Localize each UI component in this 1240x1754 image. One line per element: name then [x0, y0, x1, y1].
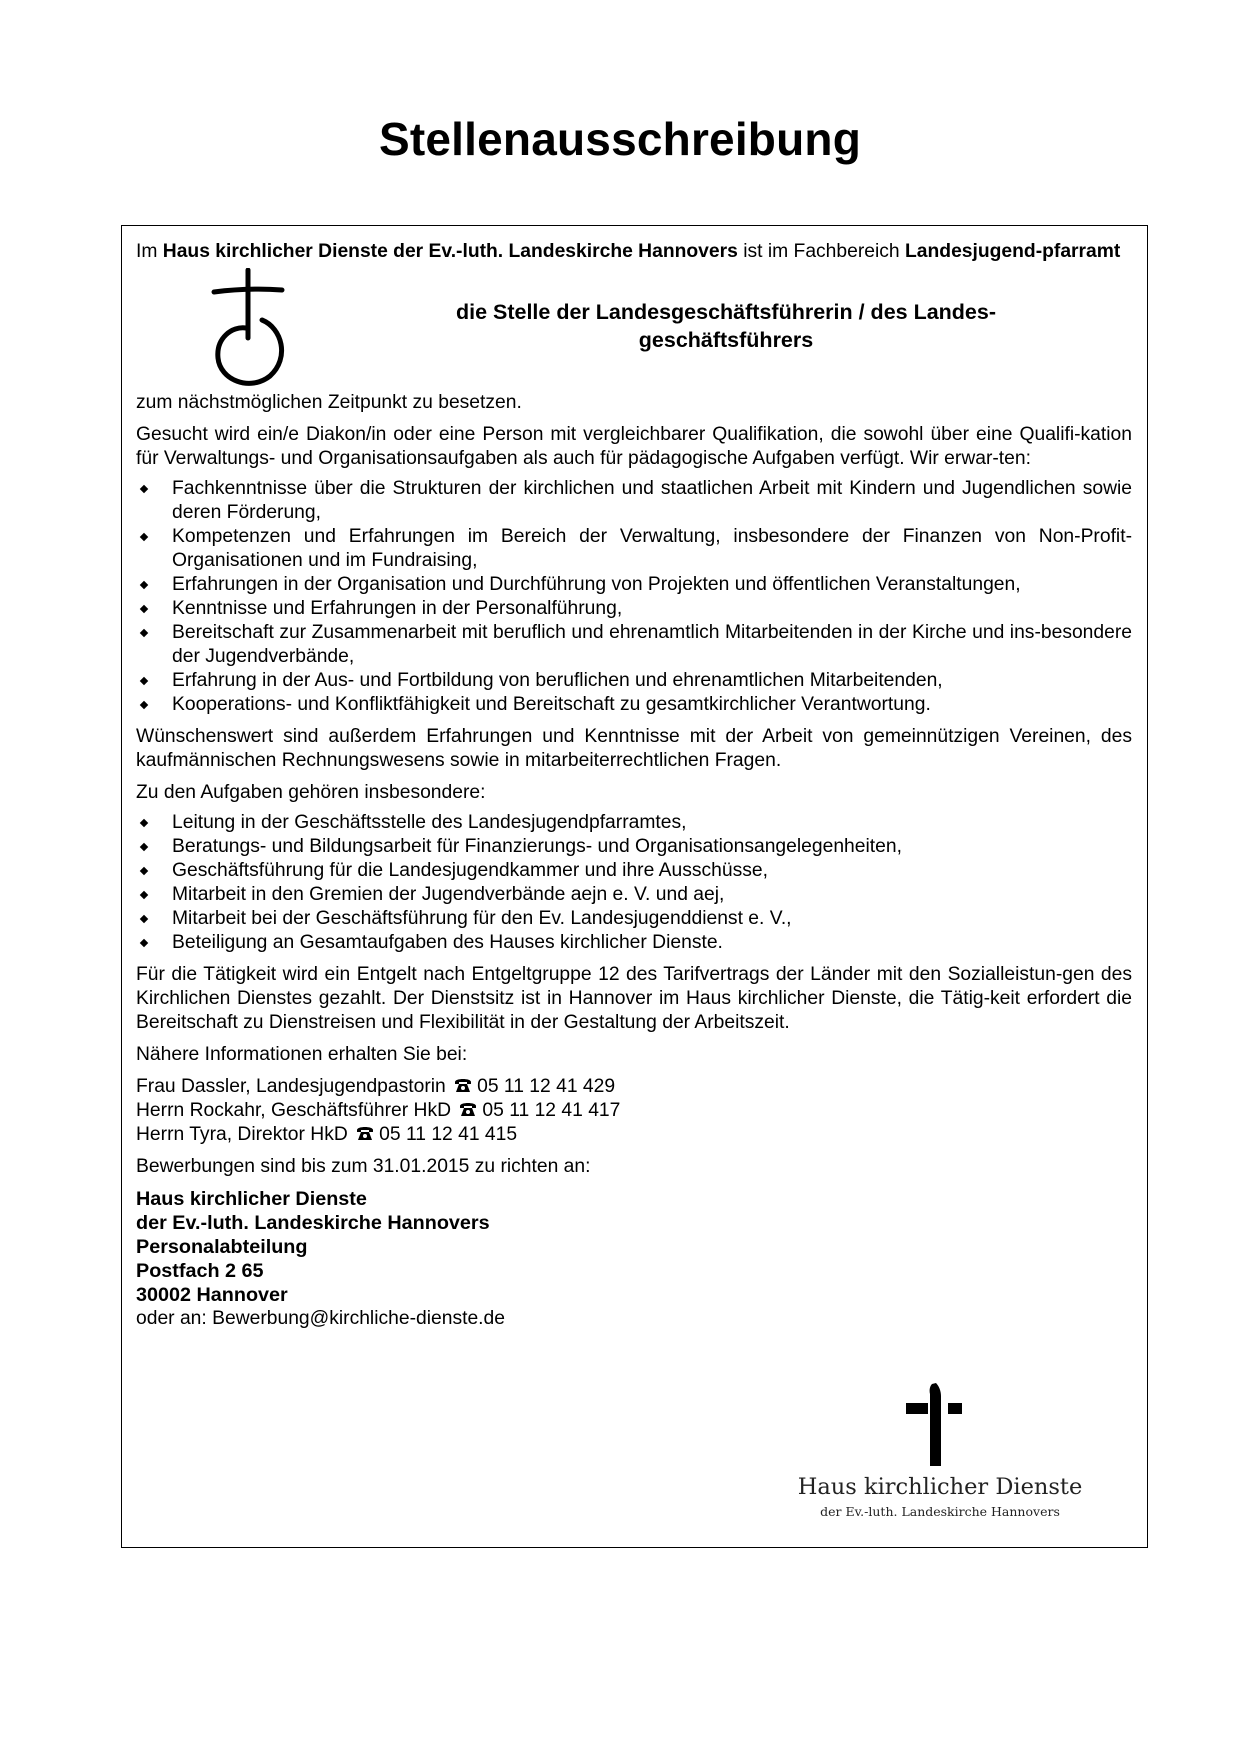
expectations-list [136, 477, 1132, 717]
ad-content [136, 240, 1132, 1331]
contact-name: Herrn Tyra, Direktor HkD [136, 1124, 348, 1145]
search-text: Gesucht wird ein/e Diakon/in oder eine Person mit vergleichbarer Qualifikation, die sowohl über eine Qualifi-kation für Verwaltungs- und Organisationsaufgaben als auch für pädagogische Aufgaben verfügt. Wir erwar-ten: [136, 424, 1132, 469]
contact-name: Herrn Rockahr, Geschäftsführer HkD [136, 1100, 452, 1121]
address-line: der Ev.-luth. Landeskirche Hannovers [136, 1212, 490, 1234]
contact-name: Frau Dassler, Landesjugendpastorin [136, 1076, 446, 1097]
list-item: Leitung in der Geschäftsstelle des Landesjugendpfarramtes, [136, 811, 1132, 835]
tasks-intro: Zu den Aufgaben gehören insbesondere: [136, 782, 486, 803]
tasks-list [136, 811, 1132, 955]
list-item: Beratungs- und Bildungsarbeit für Finanzierungs- und Organisationsangelegenheiten, [136, 835, 1132, 859]
phone-icon [458, 1101, 478, 1117]
contact-row [136, 1123, 1132, 1147]
list-item: Erfahrung in der Aus- und Fortbildung von beruflichen und ehrenamtlichen Mitarbeitenden, [136, 669, 1132, 693]
landesjugendpfarramt-logo-icon [210, 268, 290, 386]
intro-prefix: Im [136, 241, 163, 262]
list-item: Mitarbeit bei der Geschäftsführung für den Ev. Landesjugenddienst e. V., [136, 907, 1132, 931]
list-item: Fachkenntnisse über die Strukturen der kirchlichen und staatlichen Arbeit mit Kindern und Jugendlichen sowie deren Förderung, [136, 477, 1132, 525]
list-item: Kooperations- und Konfliktfähigkeit und Bereitschaft zu gesamtkirchlicher Verantwortung. [136, 693, 1132, 717]
salary-text: Für die Tätigkeit wird ein Entgelt nach Entgeltgruppe 12 des Tarifvertrags der Länder mit den Sozialleistun-gen des Kirchlichen Dienstes gezahlt. Der Dienstsitz ist in Hannover im Haus kirchlicher Dienste, die Tätig-keit erfordert die Bereitschaft zu Dienstreisen und Flexibilität in der Gestaltung der Arbeitszeit. [136, 964, 1132, 1033]
info-intro: Nähere Informationen erhalten Sie bei: [136, 1044, 468, 1065]
list-item: Kenntnisse und Erfahrungen in der Personalführung, [136, 597, 1132, 621]
intro-department: Landesjugend-pfarramt [905, 241, 1121, 262]
contact-phone: 05 11 12 41 415 [379, 1124, 518, 1145]
list-item: Kompetenzen und Erfahrungen im Bereich der Verwaltung, insbesondere der Finanzen von Non-Profit-Organisationen und im Fundraising, [136, 525, 1132, 573]
list-item: Mitarbeit in den Gremien der Jugendverbände aejn e. V. und aej, [136, 883, 1132, 907]
start-text: zum nächstmöglichen Zeitpunkt zu besetzen. [136, 392, 522, 413]
contact-row [136, 1075, 1132, 1099]
address-line: Postfach 2 65 [136, 1260, 264, 1282]
intro-paragraph [136, 240, 1132, 264]
list-item: Bereitschaft zur Zusammenarbeit mit beruflich und ehrenamtlich Mitarbeitenden in der Kirche und ins-besondere der Jugendverbände, [136, 621, 1132, 669]
phone-icon [453, 1077, 473, 1093]
contact-row [136, 1099, 1132, 1123]
desirable-text: Wünschenswert sind außerdem Erfahrungen und Kenntnisse mit der Arbeit von gemeinnützigen Vereinen, des kaufmännischen Rechnungswesens sowie in mitarbeiterrechtlichen Fragen. [136, 726, 1132, 771]
page-title: Stellenausschreibung [378, 113, 861, 165]
list-item: Beteiligung an Gesamtaufgaben des Hauses kirchlicher Dienste. [136, 931, 1132, 955]
position-block [136, 264, 1132, 391]
address-line: 30002 Hannover [136, 1284, 288, 1306]
logo-name: Haus kirchlicher Dienste [797, 1474, 1083, 1500]
logo-subtitle: der Ev.-luth. Landeskirche Hannovers [820, 1504, 1060, 1519]
email-text: oder an: Bewerbung@kirchliche-dienste.de [136, 1308, 505, 1329]
intro-org: Haus kirchlicher Dienste der Ev.-luth. Landeskirche Hannovers [162, 241, 738, 262]
list-item: Erfahrungen in der Organisation und Durchführung von Projekten und öffentlichen Veranstaltungen, [136, 573, 1132, 597]
address-line: Personalabteilung [136, 1236, 308, 1258]
hkd-logo [795, 1380, 1085, 1530]
phone-icon [355, 1125, 375, 1141]
contact-phone: 05 11 12 41 417 [482, 1100, 621, 1121]
cross-icon [900, 1380, 970, 1470]
position-title: die Stelle der Landesgeschäftsführerin / des Landes-geschäftsführers [455, 300, 997, 352]
deadline-text: Bewerbungen sind bis zum 31.01.2015 zu richten an: [136, 1156, 591, 1177]
postal-address [136, 1187, 1132, 1307]
contact-phone: 05 11 12 41 429 [477, 1076, 616, 1097]
address-line: Haus kirchlicher Dienste [136, 1188, 367, 1210]
intro-middle: ist im Fachbereich [737, 241, 906, 262]
contacts-list [136, 1075, 1132, 1147]
list-item: Geschäftsführung für die Landesjugendkammer und ihre Ausschüsse, [136, 859, 1132, 883]
